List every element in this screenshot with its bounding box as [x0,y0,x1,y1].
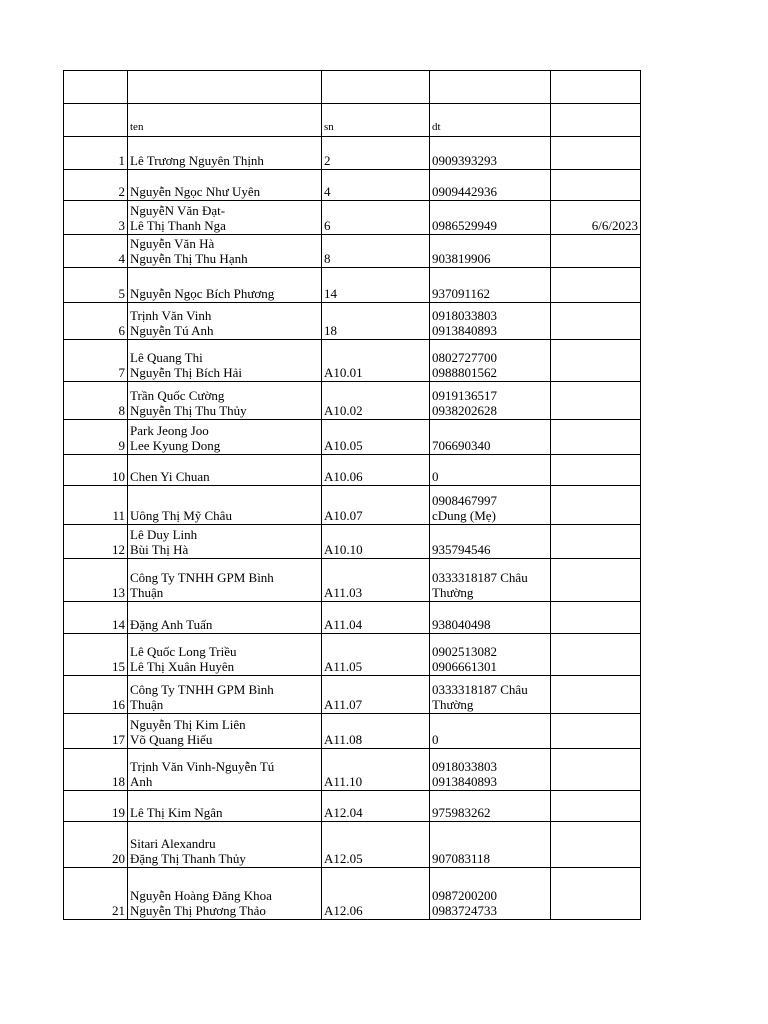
row-number-cell[interactable] [64,235,128,268]
sn-cell-line: 8 [324,251,331,266]
phone-cell[interactable] [430,268,551,303]
sn-cell-line: A10.01 [324,365,363,380]
date-cell[interactable] [551,868,641,920]
row-number-cell[interactable] [64,382,128,420]
row-number-cell[interactable] [64,340,128,382]
name-cell-line: Nguyễn Văn Hà [130,236,215,251]
phone-cell[interactable] [430,791,551,822]
name-cell[interactable] [128,634,322,676]
table-body [64,71,641,920]
sn-cell-line: A11.10 [324,774,363,789]
sn-cell[interactable] [322,822,430,868]
phone-cell-line: Thường [432,697,474,712]
name-cell-line: Nguyễn Thị Thu Hạnh [130,251,248,266]
table-row [64,822,641,868]
sn-cell[interactable] [322,382,430,420]
phone-cell[interactable] [430,201,551,235]
date-cell[interactable] [551,420,641,455]
sn-cell-line: 14 [324,286,337,301]
row-number-cell[interactable] [64,455,128,486]
row-number-cell[interactable] [64,868,128,920]
header-cell-extra[interactable] [551,104,641,137]
sn-cell[interactable] [322,559,430,602]
phone-cell-line: 937091162 [432,286,491,301]
sn-cell[interactable] [322,268,430,303]
sn-cell[interactable] [322,676,430,714]
name-cell-line: Trịnh Văn Vinh-Nguyễn Tú [130,759,275,774]
phone-cell[interactable] [430,486,551,525]
table-cell[interactable] [128,71,322,104]
name-cell[interactable] [128,602,322,634]
sn-cell-line: A12.06 [324,903,363,918]
table-row [64,486,641,525]
table-row [64,382,641,420]
table-row [64,602,641,634]
sn-cell[interactable] [322,525,430,559]
row-number-cell[interactable] [64,303,128,340]
row-number-cell-line: 20 [112,851,125,866]
sn-cell[interactable] [322,235,430,268]
sn-cell-line: 2 [324,153,331,168]
date-cell[interactable] [551,268,641,303]
table-row [64,201,641,235]
phone-cell-line: 0986529949 [432,218,497,233]
sn-cell[interactable] [322,634,430,676]
table-row [64,170,641,201]
phone-cell-line: 0333318187 Châu [432,682,528,697]
name-cell[interactable] [128,486,322,525]
name-cell-line: Nguyễn Thị Kim Liên [130,717,246,732]
table-cell[interactable] [551,71,641,104]
name-cell-line: NguyễN Văn Đạt- [130,203,226,218]
date-cell[interactable] [551,486,641,525]
name-cell-line: Uông Thị Mỹ Châu [130,508,232,523]
sn-cell-line: 6 [324,218,331,233]
header-cell-sn[interactable]: sn [322,104,430,137]
name-cell-line: Nguyễn Ngọc Như Uyên [130,184,261,199]
name-cell-line: Bùi Thị Hà [130,542,189,557]
sn-cell-line: A12.05 [324,851,363,866]
sn-cell-line: A10.10 [324,542,363,557]
name-cell-line: Sitari Alexandru [130,836,216,851]
name-cell[interactable] [128,201,322,235]
phone-cell[interactable] [430,170,551,201]
sn-cell[interactable] [322,602,430,634]
row-number-cell[interactable] [64,420,128,455]
phone-cell-line: Thường [432,585,474,600]
row-number-cell-line: 9 [118,438,125,453]
sn-cell-line: A10.05 [324,438,363,453]
contact-table [63,70,641,920]
table-row [64,791,641,822]
sn-cell-line: A11.05 [324,659,363,674]
row-number-cell[interactable] [64,791,128,822]
row-number-cell[interactable] [64,822,128,868]
name-cell-line: Lê Trương Nguyên Thịnh [130,153,264,168]
phone-cell-line: 0913840893 [432,774,497,789]
row-number-cell-line: 14 [112,617,125,632]
row-number-cell-line: 15 [112,659,125,674]
name-cell[interactable] [128,868,322,920]
table-row [64,268,641,303]
header-cell-dt[interactable]: dt [430,104,551,137]
phone-cell-line: 0913840893 [432,323,497,338]
row-number-cell[interactable] [64,676,128,714]
date-cell[interactable] [551,525,641,559]
table-row [64,235,641,268]
phone-cell-line: 938040498 [432,617,491,632]
name-cell[interactable] [128,137,322,170]
row-number-cell[interactable] [64,170,128,201]
table-row [64,634,641,676]
phone-cell[interactable] [430,602,551,634]
header-cell-name[interactable]: ten [128,104,322,137]
row-number-cell[interactable] [64,559,128,602]
row-number-cell-line: 2 [118,184,125,199]
phone-cell[interactable] [430,455,551,486]
row-number-cell-line: 19 [112,805,125,820]
phone-cell-line: 706690340 [432,438,491,453]
name-cell[interactable] [128,340,322,382]
sn-cell-line: 4 [324,184,331,199]
phone-cell[interactable] [430,420,551,455]
row-number-cell-line: 18 [112,774,125,789]
date-cell[interactable] [551,201,641,235]
phone-cell[interactable] [430,676,551,714]
name-cell[interactable] [128,525,322,559]
table-row [64,714,641,749]
row-number-cell-line: 17 [112,732,125,747]
phone-cell[interactable] [430,382,551,420]
row-number-cell[interactable] [64,201,128,235]
row-number-cell-line: 21 [112,903,125,918]
row-number-cell[interactable] [64,714,128,749]
row-number-cell-line: 5 [118,286,125,301]
row-number-cell[interactable] [64,268,128,303]
sn-cell-line: A10.02 [324,403,363,418]
date-cell[interactable] [551,455,641,486]
sn-cell[interactable] [322,420,430,455]
table-cell[interactable] [322,71,430,104]
phone-cell-line: 0 [432,469,439,484]
empty-top-row [64,71,641,104]
table-row [64,868,641,920]
name-cell[interactable] [128,382,322,420]
name-cell-line: Thuận [130,697,164,712]
sn-cell[interactable] [322,868,430,920]
name-cell-line: Võ Quang Hiếu [130,732,213,747]
name-cell-line: Nguyễn Thị Bích Hải [130,365,243,380]
sn-cell-line: A12.04 [324,805,363,820]
phone-cell[interactable] [430,340,551,382]
table-cell[interactable] [64,71,128,104]
name-cell-line: Lê Thị Kim Ngân [130,805,223,820]
row-number-cell[interactable] [64,602,128,634]
name-cell-line: Đặng Thị Thanh Thủy [130,851,246,866]
name-cell-line: Park Jeong Joo [130,423,209,438]
name-cell-line: Nguyễn Ngọc Bích Phương [130,286,275,301]
name-cell-line: Chen Yi Chuan [130,469,210,484]
sn-cell-line: 18 [324,323,337,338]
name-cell[interactable] [128,268,322,303]
sn-cell[interactable] [322,791,430,822]
sn-cell-line: A10.07 [324,508,363,523]
phone-cell-line: 0987200200 [432,888,497,903]
sn-cell-line: A11.03 [324,585,363,600]
phone-cell-line: 907083118 [432,851,491,866]
phone-cell-line: 0918033803 [432,759,497,774]
table-row [64,525,641,559]
date-cell[interactable] [551,340,641,382]
row-number-cell-line: 3 [118,218,125,233]
row-number-cell[interactable] [64,749,128,791]
name-cell-line: Lê Thị Thanh Nga [130,218,226,233]
row-number-cell-line: 1 [118,153,125,168]
row-number-cell[interactable] [64,634,128,676]
date-cell-line: 6/6/2023 [591,218,638,233]
row-number-cell-line: 7 [118,365,125,380]
phone-cell-line: 0908467997 [432,493,497,508]
row-number-cell[interactable] [64,137,128,170]
sn-cell[interactable] [322,303,430,340]
date-cell[interactable] [551,749,641,791]
phone-cell-line: 0909393293 [432,153,497,168]
phone-cell[interactable] [430,303,551,340]
name-cell[interactable] [128,170,322,201]
phone-cell[interactable] [430,559,551,602]
phone-cell[interactable] [430,137,551,170]
phone-cell-line: 0902513082 [432,644,497,659]
name-cell-line: Nguyễn Tú Anh [130,323,214,338]
name-cell-line: Công Ty TNHH GPM Bình [130,682,274,697]
date-cell[interactable] [551,303,641,340]
row-number-cell[interactable] [64,525,128,559]
name-cell-line: Nguyễn Thị Phương Thảo [130,903,266,918]
header-row [64,104,641,137]
sn-cell-line: A10.06 [324,469,363,484]
table-row [64,340,641,382]
name-cell[interactable] [128,714,322,749]
name-cell-line: Lê Quốc Long Triều [130,644,237,659]
phone-cell[interactable] [430,749,551,791]
phone-cell-line: 0333318187 Châu [432,570,528,585]
phone-cell-line: 935794546 [432,542,491,557]
date-cell[interactable] [551,676,641,714]
name-cell-line: Công Ty TNHH GPM Bình [130,570,274,585]
row-number-cell-line: 13 [112,585,125,600]
table-cell[interactable] [430,71,551,104]
sn-cell[interactable] [322,486,430,525]
header-cell-no[interactable] [64,104,128,137]
phone-cell-line: 0988801562 [432,365,497,380]
phone-cell-line: cDung (Mẹ) [432,508,496,523]
date-cell[interactable] [551,634,641,676]
row-number-cell-line: 8 [118,403,125,418]
name-cell[interactable] [128,303,322,340]
table-row [64,303,641,340]
phone-cell-line: 903819906 [432,251,491,266]
date-cell[interactable] [551,559,641,602]
table-row [64,676,641,714]
name-cell[interactable] [128,791,322,822]
name-cell-line: Đặng Anh Tuấn [130,617,213,632]
name-cell-line: Anh [130,774,153,789]
date-cell[interactable] [551,382,641,420]
name-cell[interactable] [128,822,322,868]
name-cell-line: Lee Kyung Dong [130,438,221,453]
phone-cell-line: 0802727700 [432,350,497,365]
phone-cell[interactable] [430,822,551,868]
phone-cell-line: 975983262 [432,805,491,820]
name-cell[interactable] [128,676,322,714]
table-row [64,749,641,791]
table-row [64,137,641,170]
name-cell-line: Lê Thị Xuân Huyên [130,659,235,674]
date-cell[interactable] [551,714,641,749]
name-cell[interactable] [128,749,322,791]
phone-cell[interactable] [430,868,551,920]
date-cell[interactable] [551,602,641,634]
phone-cell-line: 0983724733 [432,903,497,918]
phone-cell-line: 0906661301 [432,659,497,674]
row-number-cell-line: 11 [112,508,125,523]
name-cell-line: Trần Quốc Cường [130,388,225,403]
phone-cell-line: 0919136517 [432,388,497,403]
sn-cell-line: A11.07 [324,697,363,712]
sn-cell[interactable] [322,749,430,791]
row-number-cell-line: 6 [118,323,125,338]
date-cell[interactable] [551,137,641,170]
phone-cell[interactable] [430,634,551,676]
sn-cell[interactable] [322,455,430,486]
phone-cell[interactable] [430,525,551,559]
sn-cell-line: A11.08 [324,732,363,747]
table-row [64,455,641,486]
name-cell-line: Thuận [130,585,164,600]
name-cell-line: Lê Duy Linh [130,527,198,542]
date-cell[interactable] [551,791,641,822]
phone-cell[interactable] [430,714,551,749]
table-row [64,420,641,455]
phone-cell[interactable] [430,235,551,268]
row-number-cell-line: 16 [112,697,125,712]
sn-cell-line: A11.04 [324,617,363,632]
row-number-cell-line: 4 [118,251,125,266]
name-cell-line: Lê Quang Thi [130,350,203,365]
name-cell[interactable] [128,420,322,455]
date-cell[interactable] [551,822,641,868]
name-cell[interactable] [128,559,322,602]
name-cell[interactable] [128,455,322,486]
sn-cell[interactable] [322,201,430,235]
row-number-cell-line: 10 [112,469,125,484]
sn-cell[interactable] [322,714,430,749]
sn-cell[interactable] [322,340,430,382]
row-number-cell[interactable] [64,486,128,525]
name-cell-line: Nguyễn Hoàng Đăng Khoa [130,888,272,903]
table-row [64,559,641,602]
date-cell[interactable] [551,170,641,201]
row-number-cell-line: 12 [112,542,125,557]
phone-cell-line: 0938202628 [432,403,497,418]
name-cell[interactable] [128,235,322,268]
sn-cell[interactable] [322,137,430,170]
date-cell[interactable] [551,235,641,268]
phone-cell-line: 0909442936 [432,184,497,199]
phone-cell-line: 0918033803 [432,308,497,323]
phone-cell-line: 0 [432,732,439,747]
sn-cell[interactable] [322,170,430,201]
name-cell-line: Trịnh Văn Vinh [130,308,212,323]
name-cell-line: Nguyễn Thị Thu Thủy [130,403,247,418]
